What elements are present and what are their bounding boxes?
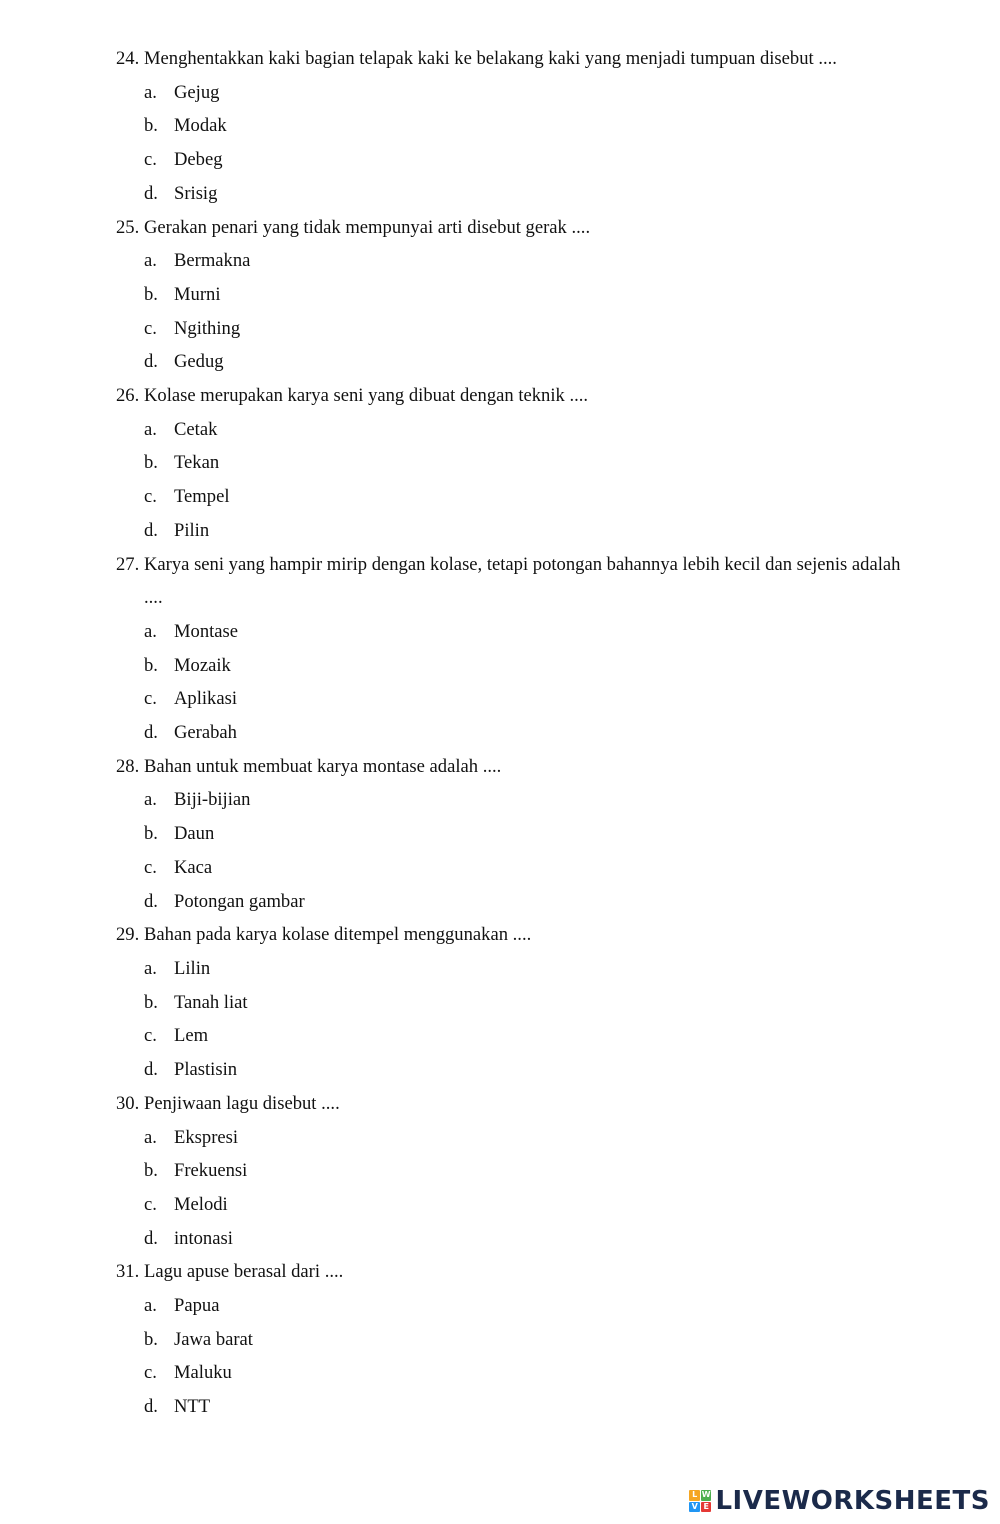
answer-option	[116, 446, 906, 480]
question-number: 29.	[116, 924, 140, 946]
option-text: Tempel	[174, 486, 230, 508]
option-letter: d.	[144, 890, 158, 912]
option-letter: c.	[144, 1193, 157, 1215]
option-letter: b.	[144, 991, 158, 1013]
question-item	[116, 42, 906, 211]
option-text: Gejug	[174, 81, 220, 103]
answer-option	[116, 480, 906, 514]
question-text: Bahan pada karya kolase ditempel menggunakan ....	[144, 924, 532, 946]
question-stem	[116, 379, 906, 413]
answer-option	[116, 1289, 906, 1323]
option-letter: c.	[144, 1025, 157, 1047]
option-letter: d.	[144, 351, 158, 373]
option-letter: b.	[144, 654, 158, 676]
option-text: Ekspresi	[174, 1126, 239, 1148]
option-letter: d.	[144, 1059, 158, 1081]
logo-tile: V	[689, 1502, 700, 1513]
question-text: Kolase merupakan karya seni yang dibuat dengan teknik ....	[144, 385, 589, 407]
answer-option	[116, 851, 906, 885]
option-text: Tekan	[174, 452, 220, 474]
answer-option	[116, 345, 906, 379]
answer-option	[116, 76, 906, 110]
option-letter: b.	[144, 1328, 158, 1350]
option-text: Gerabah	[174, 722, 237, 744]
answer-option	[116, 413, 906, 447]
answer-option	[116, 143, 906, 177]
answer-option	[116, 716, 906, 750]
question-text: Menghentakkan kaki bagian telapak kaki ke belakang kaki yang menjadi tumpuan disebut ....	[144, 48, 837, 69]
question-number: 28.	[116, 755, 140, 777]
option-letter: b.	[144, 115, 158, 137]
answer-option	[116, 1356, 906, 1390]
question-text: Gerakan penari yang tidak mempunyai arti disebut gerak ....	[144, 216, 591, 238]
answer-option	[116, 1188, 906, 1222]
question-item	[116, 750, 906, 919]
brand-name: LIVEWORKSHEETS	[715, 1486, 990, 1516]
option-letter: a.	[144, 1295, 157, 1317]
option-text: Murni	[174, 283, 221, 305]
option-letter: d.	[144, 519, 158, 541]
option-text: Maluku	[174, 1362, 232, 1384]
option-text: Plastisin	[174, 1059, 238, 1081]
question-stem	[116, 1255, 906, 1289]
answer-option	[116, 1323, 906, 1357]
option-letter: a.	[144, 418, 157, 440]
answer-option	[116, 278, 906, 312]
liveworksheets-logo-icon	[689, 1490, 711, 1512]
option-text: Aplikasi	[174, 688, 238, 710]
option-letter: c.	[144, 149, 157, 171]
answer-option	[116, 615, 906, 649]
option-text: Modak	[174, 115, 227, 137]
answer-option	[116, 1154, 906, 1188]
question-text: Penjiwaan lagu disebut ....	[144, 1092, 340, 1114]
option-letter: d.	[144, 722, 158, 744]
option-text: Frekuensi	[174, 1160, 248, 1182]
option-text: Montase	[174, 620, 239, 642]
question-number: 25.	[116, 216, 140, 238]
option-letter: d.	[144, 1396, 158, 1418]
option-letter: c.	[144, 317, 157, 339]
question-item	[116, 1255, 906, 1424]
option-text: Cetak	[174, 418, 218, 440]
option-letter: a.	[144, 250, 157, 272]
answer-option	[116, 783, 906, 817]
option-text: Papua	[174, 1295, 220, 1317]
option-letter: a.	[144, 957, 157, 979]
question-number: 24.	[116, 48, 140, 69]
answer-option	[116, 109, 906, 143]
answer-option	[116, 312, 906, 346]
question-item	[116, 379, 906, 548]
answer-option	[116, 514, 906, 548]
option-text: Debeg	[174, 149, 223, 171]
option-letter: b.	[144, 452, 158, 474]
answer-option	[116, 177, 906, 211]
question-number: 26.	[116, 385, 140, 407]
answer-option	[116, 817, 906, 851]
answer-option	[116, 1390, 906, 1424]
option-letter: a.	[144, 81, 157, 103]
question-stem	[116, 42, 906, 76]
option-letter: c.	[144, 486, 157, 508]
option-letter: d.	[144, 182, 158, 204]
option-text: Jawa barat	[174, 1328, 253, 1350]
liveworksheets-brand	[689, 1486, 990, 1516]
answer-option	[116, 1019, 906, 1053]
answer-option	[116, 986, 906, 1020]
logo-tile: E	[701, 1502, 712, 1513]
answer-option	[116, 244, 906, 278]
option-letter: a.	[144, 620, 157, 642]
option-text: Pilin	[174, 519, 210, 541]
question-stem	[116, 918, 906, 952]
option-letter: c.	[144, 1362, 157, 1384]
question-item	[116, 211, 906, 380]
option-text: Lem	[174, 1025, 209, 1047]
option-text: Kaca	[174, 856, 213, 878]
option-text: Biji-bijian	[174, 789, 251, 811]
option-text: Melodi	[174, 1193, 228, 1215]
question-stem	[116, 548, 906, 615]
option-letter: b.	[144, 823, 158, 845]
answer-option	[116, 1053, 906, 1087]
answer-option	[116, 885, 906, 919]
question-item	[116, 548, 906, 750]
question-number: 31.	[116, 1261, 140, 1283]
question-item	[116, 918, 906, 1087]
answer-option	[116, 952, 906, 986]
question-text: Karya seni yang hampir mirip dengan kolase, tetapi potongan bahannya lebih kecil dan sejenis adalah ....	[144, 553, 901, 609]
option-text: Srisig	[174, 182, 218, 204]
option-letter: c.	[144, 856, 157, 878]
question-list	[116, 42, 906, 1424]
option-letter: a.	[144, 1126, 157, 1148]
option-text: Daun	[174, 823, 215, 845]
option-text: intonasi	[174, 1227, 233, 1249]
option-text: Mozaik	[174, 654, 231, 676]
answer-option	[116, 1121, 906, 1155]
option-text: Potongan gambar	[174, 890, 305, 912]
option-letter: b.	[144, 1160, 158, 1182]
option-text: Lilin	[174, 957, 211, 979]
answer-option	[116, 682, 906, 716]
option-text: Gedug	[174, 351, 224, 373]
option-letter: a.	[144, 789, 157, 811]
option-letter: d.	[144, 1227, 158, 1249]
question-stem	[116, 211, 906, 245]
option-text: Ngithing	[174, 317, 241, 339]
option-text: Bermakna	[174, 250, 251, 272]
question-number: 30.	[116, 1092, 140, 1114]
logo-tile: L	[689, 1490, 700, 1501]
option-text: NTT	[174, 1396, 211, 1418]
logo-tile: W	[701, 1490, 711, 1499]
question-text: Lagu apuse berasal dari ....	[144, 1261, 344, 1283]
option-letter: c.	[144, 688, 157, 710]
question-stem	[116, 1087, 906, 1121]
question-text: Bahan untuk membuat karya montase adalah ....	[144, 755, 502, 777]
question-number: 27.	[116, 553, 140, 575]
answer-option	[116, 649, 906, 683]
question-item	[116, 1087, 906, 1256]
question-stem	[116, 750, 906, 784]
option-letter: b.	[144, 283, 158, 305]
answer-option	[116, 1222, 906, 1256]
option-text: Tanah liat	[174, 991, 248, 1013]
